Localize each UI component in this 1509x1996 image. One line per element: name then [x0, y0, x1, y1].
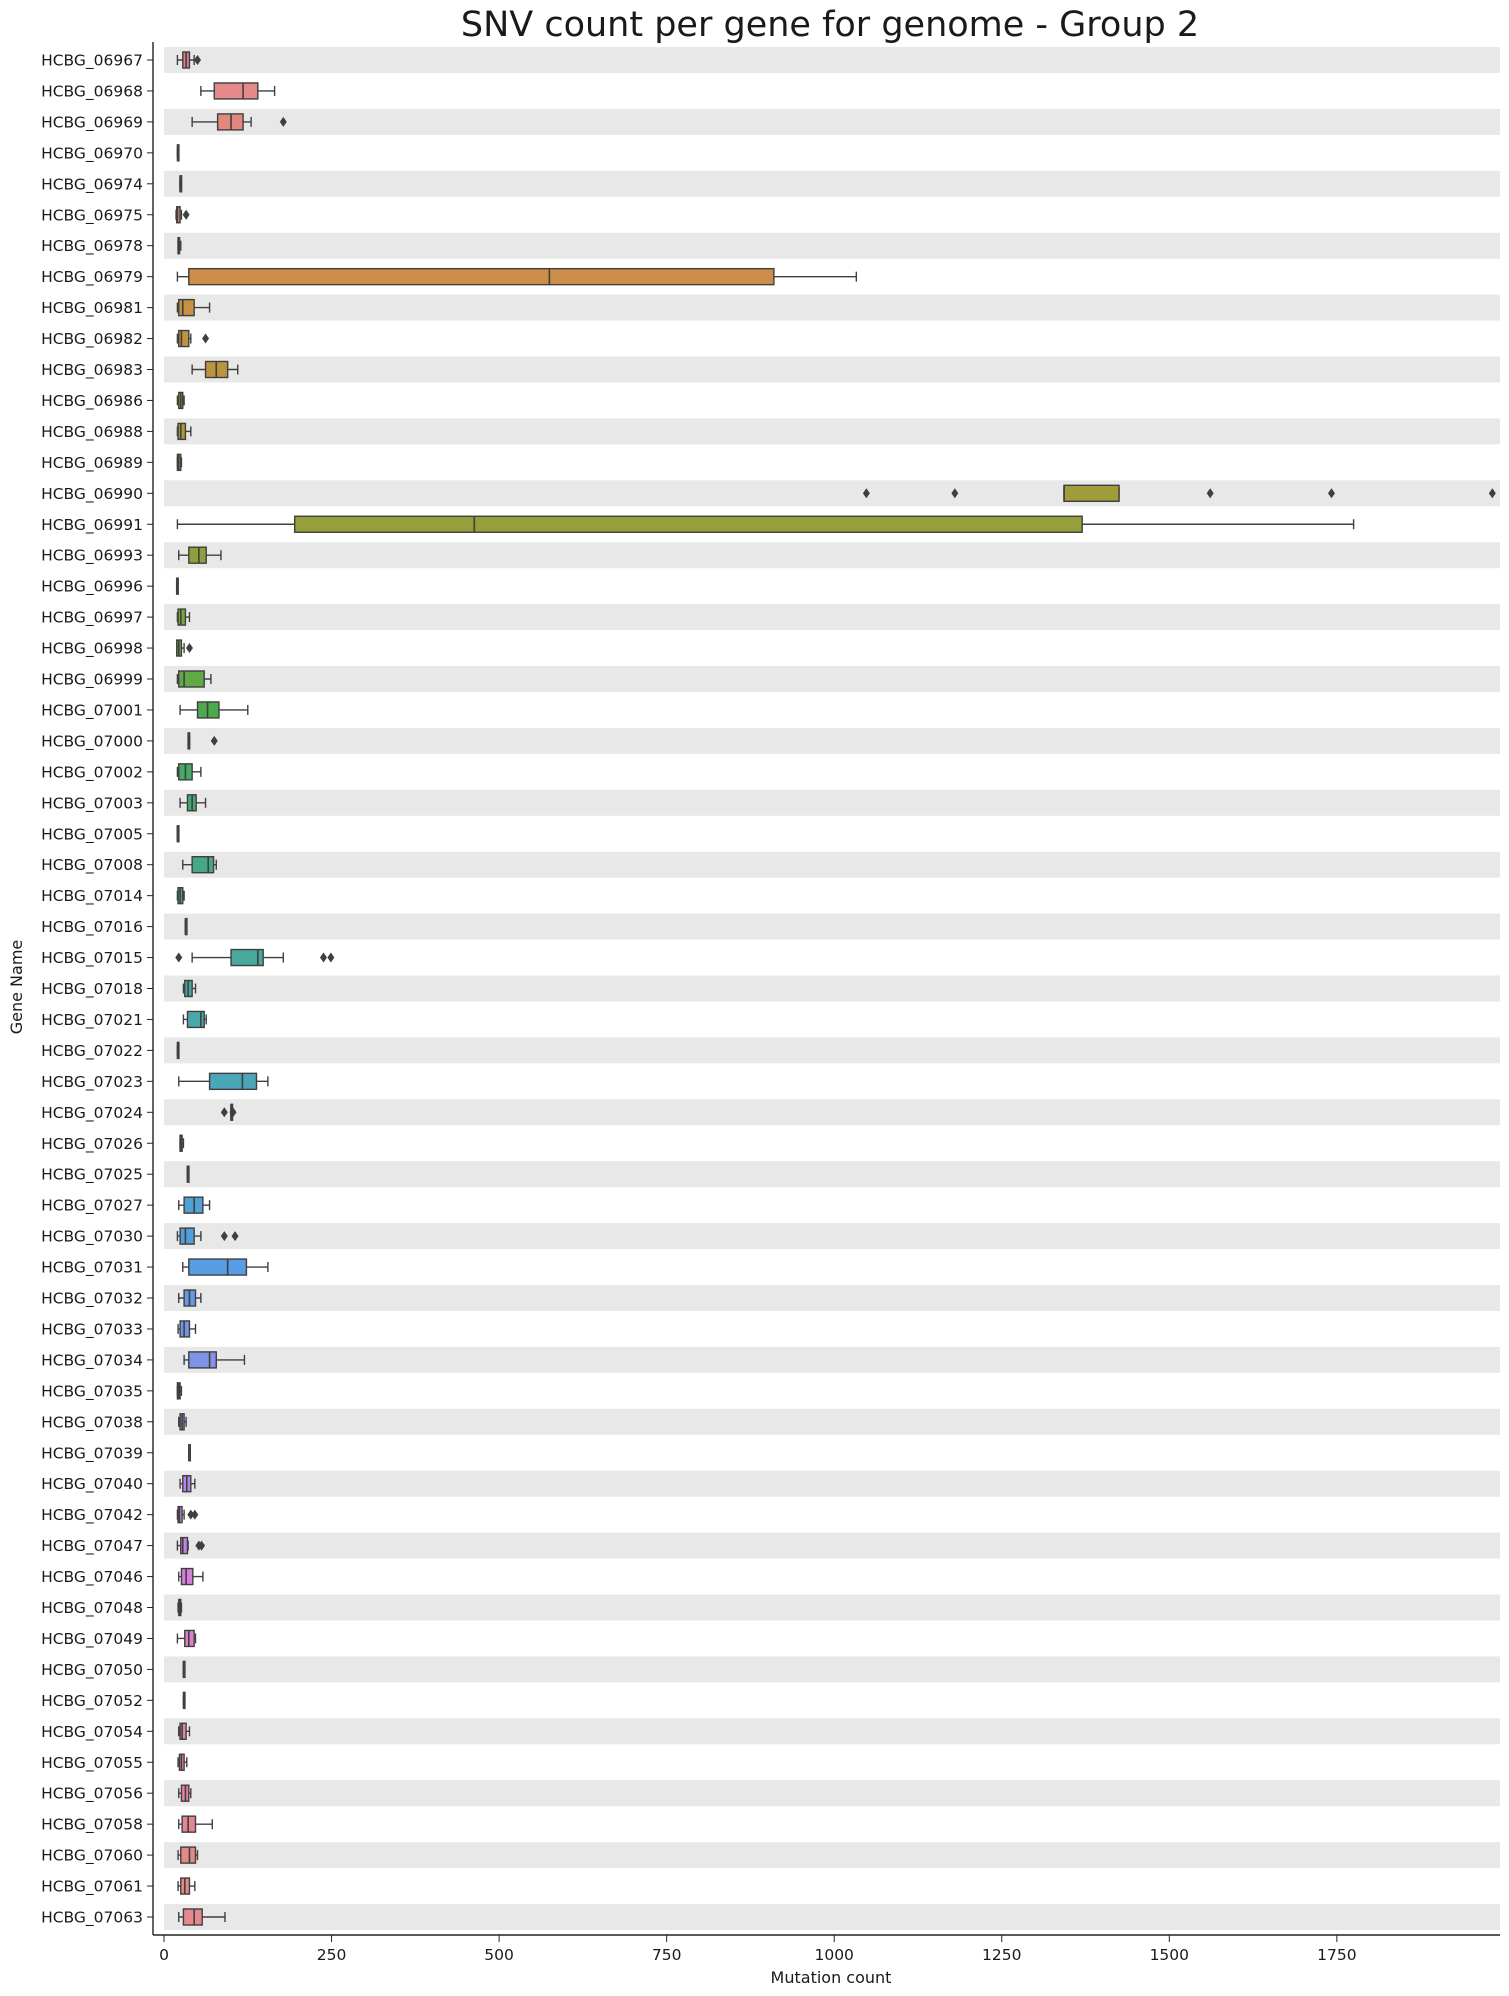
box	[189, 1259, 247, 1275]
box	[295, 516, 1082, 532]
category-band	[164, 1904, 1500, 1930]
category-band	[164, 1656, 1500, 1682]
category-band	[164, 202, 1500, 228]
category-band	[164, 976, 1500, 1002]
y-tick-label: HCBG_07026	[41, 1134, 143, 1153]
category-band	[164, 1223, 1500, 1249]
y-tick-label: HCBG_07025	[41, 1165, 143, 1184]
box	[181, 1538, 188, 1554]
category-band	[164, 1625, 1500, 1651]
category-band	[164, 852, 1500, 878]
box	[180, 1723, 186, 1739]
category-band	[164, 47, 1500, 73]
x-ticks	[159, 1935, 1357, 1964]
category-band	[164, 357, 1500, 383]
y-tick-label: HCBG_07001	[41, 701, 143, 720]
box	[210, 1073, 257, 1089]
y-tick-label: HCBG_07034	[41, 1351, 143, 1370]
category-band	[164, 1130, 1500, 1156]
box	[178, 423, 185, 439]
box-hcbg_07025	[187, 1166, 189, 1182]
box	[179, 300, 194, 316]
x-tick-label: 250	[316, 1946, 347, 1964]
category-band	[164, 480, 1500, 506]
y-tick-label: HCBG_07063	[41, 1908, 143, 1927]
category-band	[164, 604, 1500, 630]
category-bands	[164, 47, 1500, 1930]
x-tick-label: 1500	[1149, 1946, 1190, 1964]
box	[214, 83, 258, 99]
box-hcbg_06970	[177, 145, 179, 161]
box-hcbg_07022	[177, 1042, 179, 1058]
y-tick-label: HCBG_06993	[41, 546, 143, 565]
box-hcbg_07050	[183, 1661, 185, 1677]
x-tick-label: 750	[651, 1946, 682, 1964]
category-band	[164, 1161, 1500, 1187]
box	[178, 609, 185, 625]
category-band	[164, 1347, 1500, 1373]
y-axis-label: Gene Name	[7, 939, 26, 1035]
category-band	[164, 635, 1500, 661]
box-hcbg_07060	[178, 1847, 197, 1863]
y-tick-label: HCBG_07048	[41, 1599, 143, 1617]
category-band	[164, 1687, 1500, 1713]
box-hcbg_07016	[185, 919, 187, 935]
category-band	[164, 326, 1500, 352]
category-band	[164, 109, 1500, 135]
box	[189, 1352, 216, 1368]
category-band	[164, 1873, 1500, 1899]
y-tick-label: HCBG_07018	[41, 980, 143, 998]
y-tick-label: HCBG_07061	[41, 1877, 143, 1896]
y-tick-label: HCBG_07049	[41, 1629, 143, 1648]
category-band	[164, 418, 1500, 444]
y-tick-label: HCBG_06988	[41, 422, 143, 441]
y-tick-label: HCBG_06990	[41, 484, 143, 503]
category-band	[164, 728, 1500, 754]
y-tick-label: HCBG_07050	[41, 1660, 143, 1679]
y-tick-label: HCBG_06975	[41, 206, 143, 225]
x-tick-label: 0	[159, 1946, 169, 1964]
y-tick-label: HCBG_06998	[41, 639, 143, 658]
y-tick-label: HCBG_06991	[41, 515, 143, 534]
y-tick-label: HCBG_07054	[41, 1722, 143, 1741]
y-tick-label: HCBG_07032	[41, 1289, 143, 1308]
box	[180, 1228, 194, 1244]
y-tick-label: HCBG_07035	[41, 1382, 143, 1401]
category-band	[164, 1811, 1500, 1837]
y-tick-label: HCBG_06996	[41, 577, 143, 596]
y-tick-label: HCBG_07058	[41, 1815, 143, 1834]
y-tick-label: HCBG_07030	[41, 1227, 143, 1246]
y-tick-label: HCBG_06997	[41, 608, 143, 627]
y-tick-label: HCBG_07016	[41, 918, 143, 937]
category-band	[164, 790, 1500, 816]
box	[192, 857, 213, 873]
box-hcbg_07014	[177, 888, 184, 904]
category-band	[164, 1533, 1500, 1559]
box	[179, 331, 189, 347]
category-band	[164, 1285, 1500, 1311]
category-band	[164, 140, 1500, 166]
category-band	[164, 1502, 1500, 1528]
category-band	[164, 1595, 1500, 1621]
x-tick-label: 1750	[1317, 1946, 1357, 1964]
y-tick-label: HCBG_06979	[41, 268, 143, 287]
y-tick-label: HCBG_07031	[41, 1258, 143, 1277]
y-tick-label: HCBG_07046	[41, 1568, 143, 1587]
x-tick-label: 1000	[814, 1946, 854, 1964]
category-band	[164, 821, 1500, 847]
y-tick-label: HCBG_07005	[41, 825, 143, 844]
category-band	[164, 666, 1500, 692]
y-tick-label: HCBG_07014	[41, 887, 143, 906]
category-band	[164, 1440, 1500, 1466]
box	[179, 671, 204, 687]
box-hcbg_06989	[177, 454, 181, 470]
y-tick-label: HCBG_06983	[41, 361, 143, 379]
category-band	[164, 1471, 1500, 1497]
x-tick-label: 500	[484, 1946, 514, 1964]
category-band	[164, 1409, 1500, 1435]
category-band	[164, 1749, 1500, 1775]
y-tick-label: HCBG_06986	[41, 391, 143, 410]
category-band	[164, 945, 1500, 971]
y-tick-label: HCBG_07003	[41, 794, 143, 813]
chart-title: SNV count per gene for genome - Group 2	[460, 5, 1200, 45]
y-tick-label: HCBG_07055	[41, 1753, 143, 1772]
y-tick-label: HCBG_07060	[41, 1846, 143, 1865]
category-band	[164, 449, 1500, 475]
box	[189, 269, 774, 285]
y-tick-label: HCBG_07023	[41, 1072, 143, 1091]
box	[189, 547, 206, 563]
category-band	[164, 883, 1500, 909]
box-hcbg_07052	[183, 1692, 185, 1708]
category-band	[164, 171, 1500, 197]
box	[181, 1569, 192, 1585]
box-hcbg_06979	[177, 269, 856, 285]
y-tick-label: HCBG_07008	[41, 856, 143, 875]
y-tick-label: HCBG_07000	[41, 732, 143, 751]
box	[183, 1909, 202, 1925]
y-tick-label: HCBG_06981	[41, 299, 143, 318]
category-band	[164, 1842, 1500, 1868]
category-band	[164, 387, 1500, 413]
category-band	[164, 1718, 1500, 1744]
category-band	[164, 233, 1500, 259]
box-hcbg_07005	[177, 826, 179, 842]
y-tick-label: HCBG_07022	[41, 1041, 143, 1060]
y-tick-label: HCBG_06989	[41, 453, 143, 472]
category-band	[164, 542, 1500, 568]
box	[1064, 485, 1119, 501]
y-tick-label: HCBG_07015	[41, 949, 143, 968]
y-tick-label: HCBG_07002	[41, 763, 143, 782]
y-tick-label: HCBG_07047	[41, 1537, 143, 1556]
box-hcbg_07021	[183, 1011, 206, 1027]
y-tick-label: HCBG_07052	[41, 1691, 143, 1710]
y-tick-label: HCBG_07021	[41, 1010, 143, 1029]
box	[187, 1011, 204, 1027]
y-tick-label: HCBG_07040	[41, 1475, 143, 1494]
category-band	[164, 295, 1500, 321]
box-hcbg_07048	[178, 1600, 181, 1616]
category-band	[164, 1192, 1500, 1218]
y-tick-label: HCBG_07027	[41, 1196, 143, 1215]
y-tick-label: HCBG_06978	[41, 237, 143, 256]
box-hcbg_06974	[180, 176, 182, 192]
y-tick-label: HCBG_07038	[41, 1413, 143, 1432]
category-band	[164, 1378, 1500, 1404]
y-tick-label: HCBG_06999	[41, 670, 143, 689]
box	[181, 1847, 196, 1863]
category-band	[164, 1068, 1500, 1094]
y-tick-label: HCBG_06974	[41, 175, 143, 194]
x-tick-label: 1250	[982, 1946, 1022, 1964]
category-band	[164, 1099, 1500, 1125]
category-band	[164, 1316, 1500, 1342]
category-band	[164, 1780, 1500, 1806]
box-hcbg_06986	[177, 392, 184, 408]
y-tick-label: HCBG_06982	[41, 330, 143, 349]
category-labels	[41, 52, 153, 1928]
category-band	[164, 78, 1500, 104]
category-band	[164, 1006, 1500, 1032]
box-hcbg_06996	[177, 578, 179, 594]
category-band	[164, 914, 1500, 940]
y-tick-label: HCBG_07039	[41, 1444, 143, 1463]
category-band	[164, 1564, 1500, 1590]
category-band	[164, 1037, 1500, 1063]
category-band	[164, 1254, 1500, 1280]
y-tick-label: HCBG_06968	[41, 82, 143, 101]
box-hcbg_07039	[189, 1445, 191, 1461]
y-tick-label: HCBG_07024	[41, 1103, 143, 1122]
y-tick-label: HCBG_06970	[41, 144, 143, 163]
y-tick-label: HCBG_06967	[41, 51, 143, 70]
x-axis-label: Mutation count	[770, 1968, 892, 1987]
y-tick-label: HCBG_07056	[41, 1784, 143, 1803]
category-band	[164, 573, 1500, 599]
category-band	[164, 697, 1500, 723]
y-tick-label: HCBG_06969	[41, 113, 143, 132]
y-tick-label: HCBG_07042	[41, 1506, 143, 1525]
category-band	[164, 759, 1500, 785]
y-tick-label: HCBG_07033	[41, 1320, 143, 1339]
